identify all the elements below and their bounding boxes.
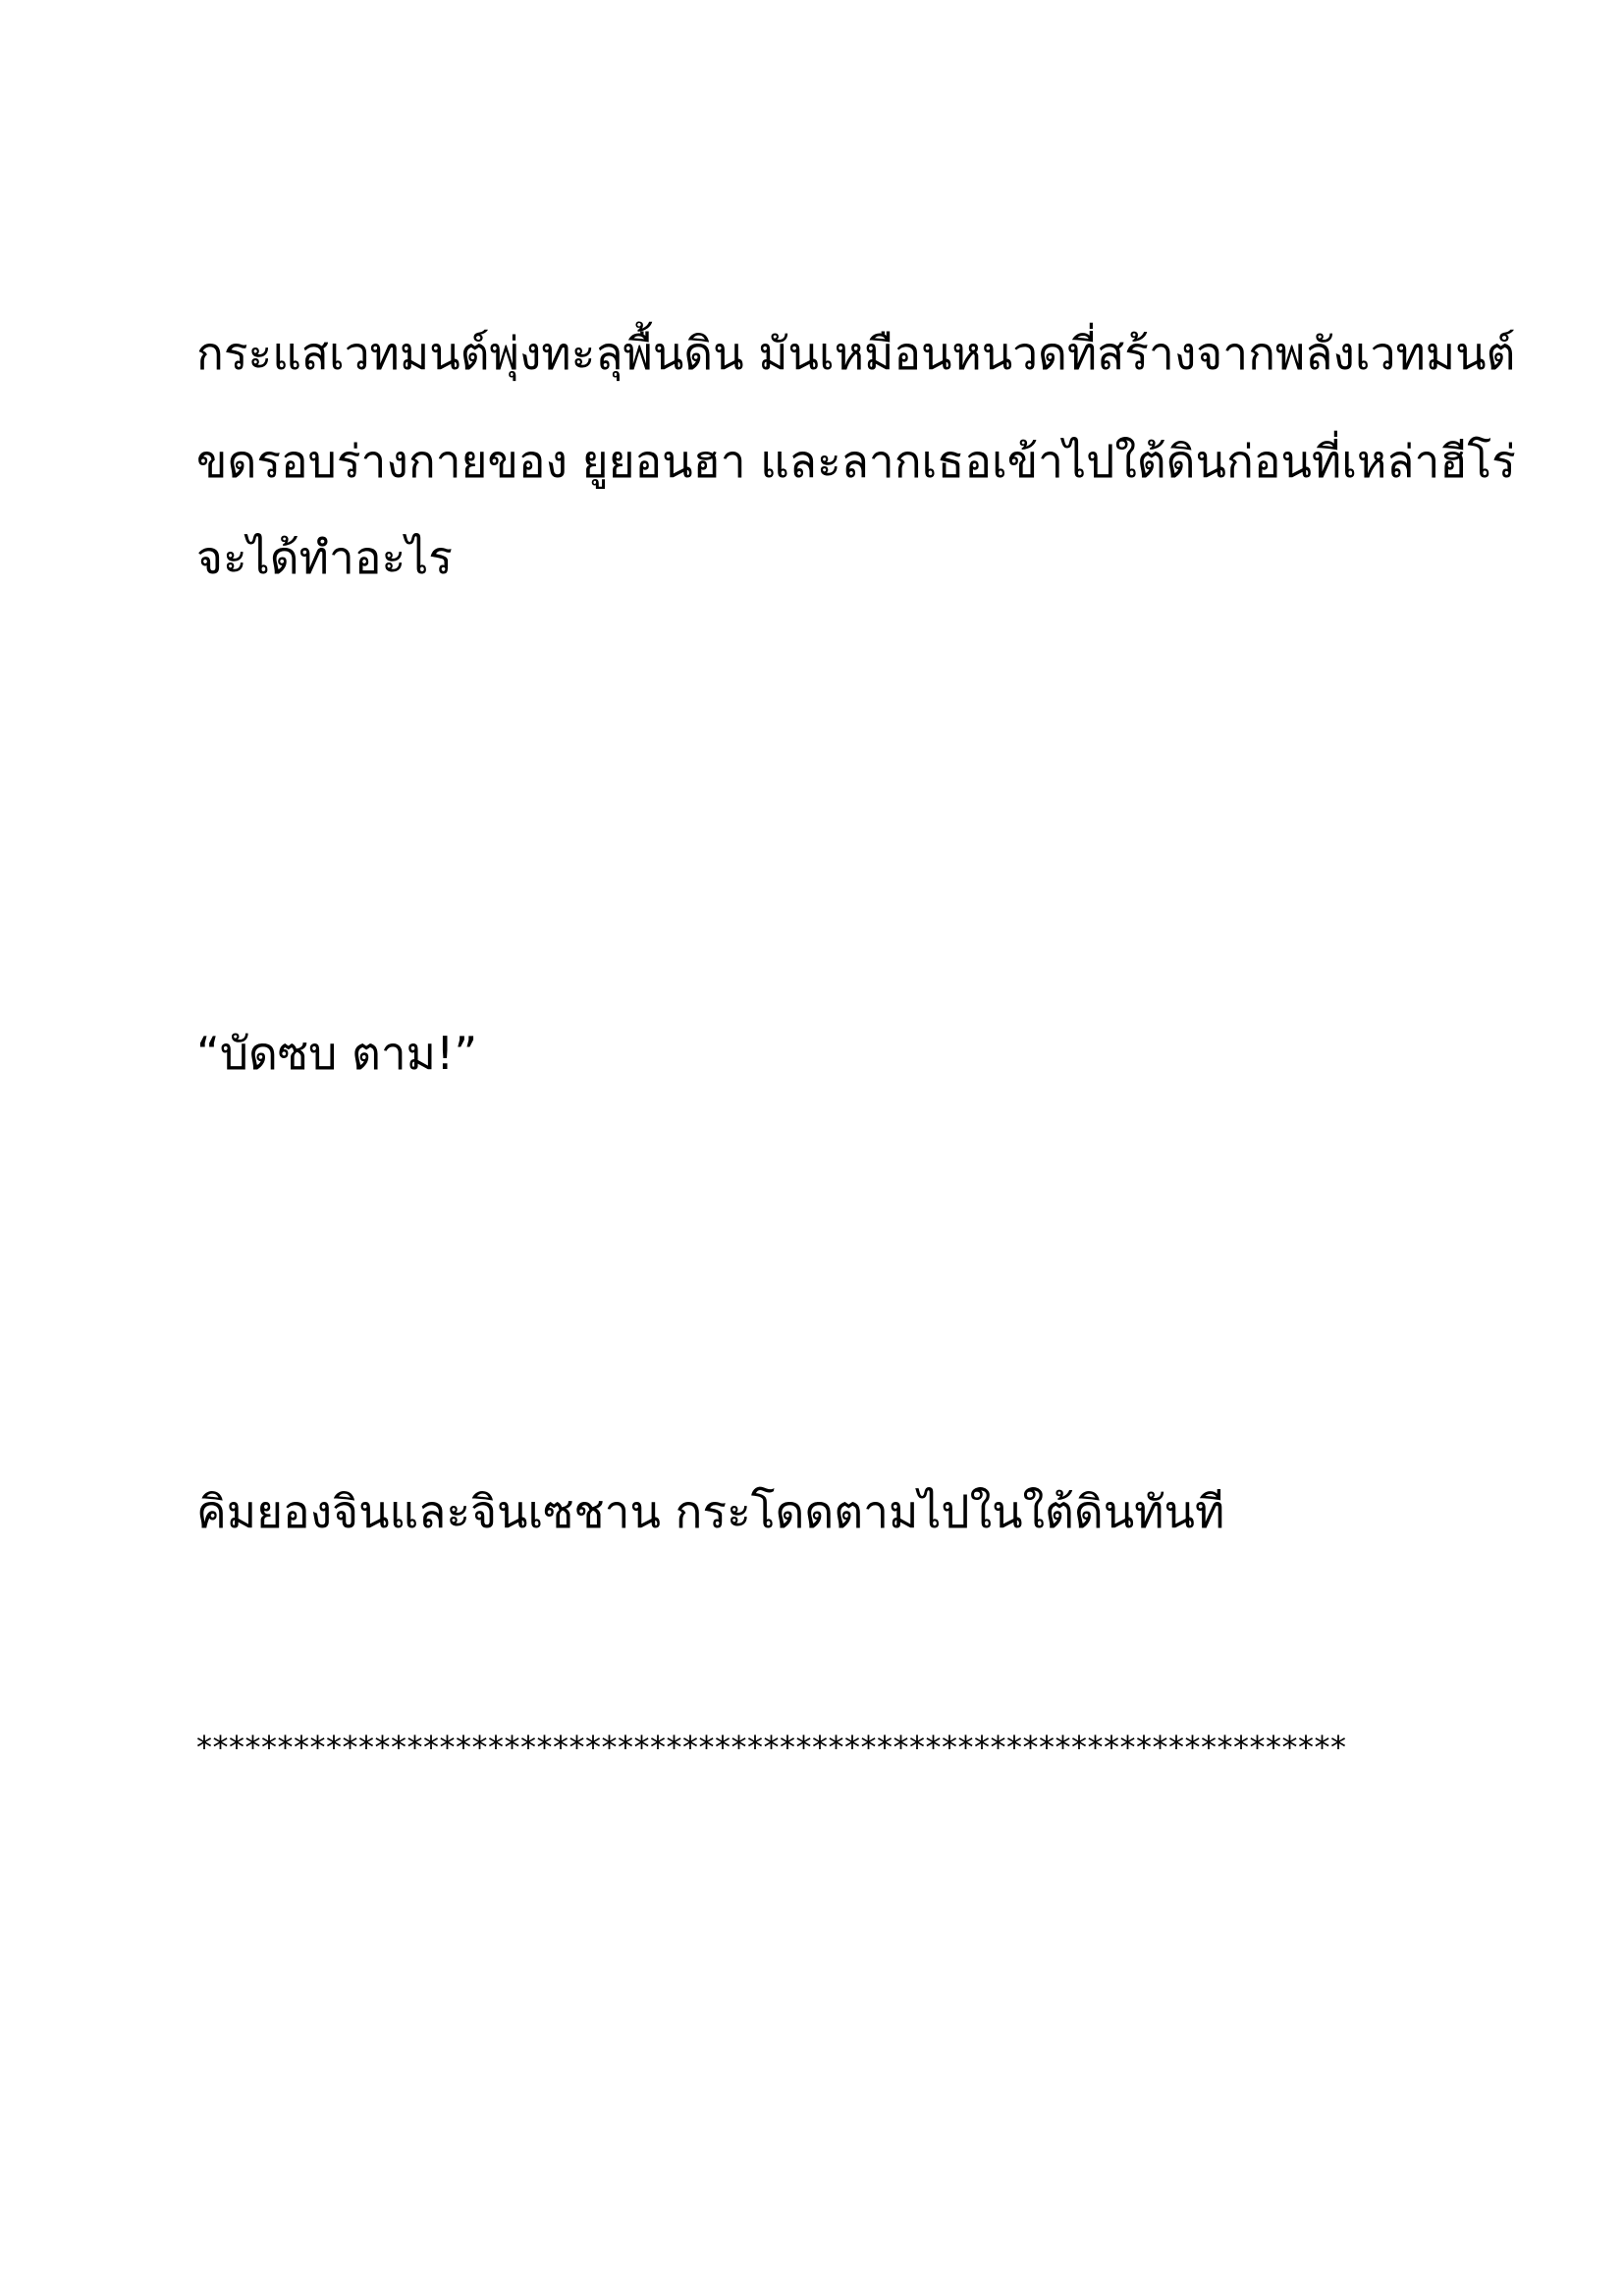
paragraph-1-line-1: กระแสเวทมนต์พุ่งทะลุพื้นดิน มันเหมือนหนวดที่สร้างจากพลังเวทมนต์ bbox=[196, 327, 1516, 380]
paragraph-3-line-1: คิมยองจินและจินเซชาน กระโดดตามไปในใต้ดินทันที bbox=[196, 1485, 1225, 1538]
paragraph-1-line-3: จะได้ทำอะไร bbox=[196, 531, 453, 584]
paragraph-2-dialogue: “บัดซบ ตาม!” bbox=[196, 1027, 478, 1080]
scene-separator: *********************************************************************** bbox=[196, 1729, 1347, 1766]
paragraph-1-line-2: ขดรอบร่างกายของ ยูยอนฮา และลากเธอเข้าไปใต้ดินก่อนที่เหล่าฮีโร่ bbox=[196, 435, 1516, 488]
